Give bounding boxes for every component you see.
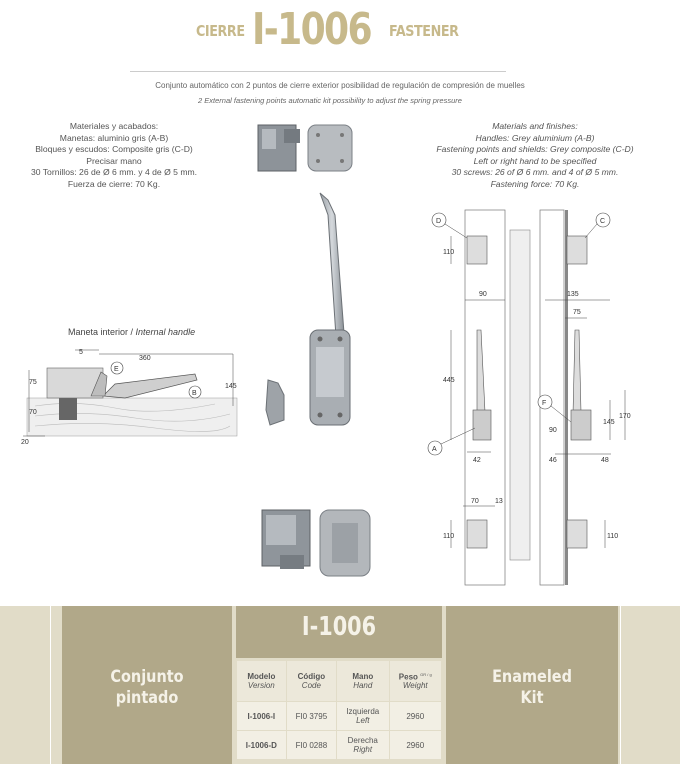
cell-model: I-1006-I: [237, 702, 287, 731]
painted-line: Conjunto: [110, 667, 184, 687]
dim-46: 46: [549, 457, 557, 464]
header-en: Hand: [353, 681, 373, 690]
spec-line: Fastening points and shields: Grey composite (C-D): [436, 144, 634, 155]
table-header-row: [237, 661, 442, 702]
dim-110-top: 110: [443, 249, 455, 256]
cell-weight: 2960: [389, 731, 442, 760]
dim-110-bottom-left: 110: [443, 533, 455, 540]
header-es: Código: [297, 672, 326, 681]
spec-line: Left or right hand to be specified: [473, 155, 597, 166]
dim-145: 145: [225, 383, 237, 390]
spec-line: Bloques y escudos: Composite gris (C-D): [35, 144, 193, 155]
dim-360: 360: [139, 355, 151, 362]
handle-label-en: Internal handle: [135, 327, 196, 337]
callout-e: E: [114, 366, 119, 373]
hand-es: Derecha: [347, 736, 378, 745]
callout-d: D: [436, 218, 442, 225]
dim-48: 48: [601, 457, 609, 464]
dim-90-left: 90: [479, 291, 487, 298]
cell-model: I-1006-D: [237, 731, 287, 760]
header-hand: [337, 661, 389, 702]
header-en: Version: [247, 681, 275, 690]
callout-a: A: [432, 446, 437, 453]
spec-line: 30 screws: 26 of Ø 6 mm. and 4 of Ø 5 mm.: [451, 167, 619, 178]
dim-42: 42: [473, 457, 481, 464]
enameled-line: Enameled: [492, 667, 572, 687]
cell-code: FI0 3795: [286, 702, 336, 731]
dim-5: 5: [79, 349, 83, 356]
dim-75: 75: [29, 379, 37, 386]
spec-english: [430, 121, 640, 191]
header-es: Mano: [352, 672, 374, 681]
table-row: [237, 702, 442, 731]
enameled-kit-label: [459, 667, 605, 709]
right-strip: [620, 606, 653, 764]
spec-line: Fuerza de cierre: 70 Kg.: [67, 178, 161, 189]
spec-spanish: [14, 121, 214, 191]
internal-handle-label: [68, 327, 195, 337]
header-en: Weight: [402, 681, 428, 691]
callout-b: B: [192, 390, 197, 397]
dim-135: 135: [567, 291, 579, 298]
callout-f: F: [542, 400, 547, 407]
header-es: Modelo: [247, 672, 276, 681]
title-right-word: FASTENER: [389, 22, 459, 40]
dim-110-bottom-right: 110: [607, 533, 619, 540]
header-es: Peso: [398, 672, 418, 682]
spec-line: Precisar mano: [86, 155, 142, 166]
technical-drawing: [415, 200, 645, 595]
spec-line: Handles: Grey aluminium (A-B): [475, 132, 595, 143]
title-left-word: CIERRE: [196, 22, 245, 40]
dim-445: 445: [443, 377, 455, 384]
enameled-line: Kit: [520, 688, 544, 708]
cell-weight: 2960: [389, 702, 442, 731]
spec-line: Fastening force: 70 Kg.: [490, 178, 580, 189]
painted-kit-label: [75, 667, 220, 709]
dim-20: 20: [21, 439, 29, 446]
spec-line: Manetas: aluminio gris (A-B): [59, 132, 169, 143]
spec-line: 30 Tornillos: 26 de Ø 6 mm. y 4 de Ø 5 mm.: [30, 167, 198, 178]
header-divider: [130, 71, 506, 72]
dim-170: 170: [619, 413, 631, 420]
callout-c: C: [600, 218, 606, 225]
weight-unit: GR / g: [420, 671, 432, 677]
product-illustration: [240, 115, 410, 595]
table-model-title: I-1006: [301, 612, 377, 642]
internal-handle-drawing: [15, 340, 245, 450]
left-strip: [18, 606, 51, 764]
header-en: Code: [301, 681, 321, 690]
cell-hand: [337, 702, 389, 731]
hand-es: Izquierda: [346, 707, 380, 716]
spec-line: Materiales y acabados:: [69, 121, 159, 131]
hand-en: Right: [353, 745, 373, 754]
subtitle-english: 2 External fastening points automatic kit possibility to adjust the spring pressure: [198, 96, 462, 105]
header-code: [286, 661, 336, 702]
cell-code: FI0 0288: [286, 731, 336, 760]
dim-145-right: 145: [603, 419, 615, 426]
product-model-title: I-1006: [252, 4, 371, 55]
cell-hand: [337, 731, 389, 760]
table-row: [237, 731, 442, 760]
dim-70-bottom: 70: [471, 498, 479, 505]
header-weight: [389, 661, 442, 702]
painted-line: pintado: [115, 688, 179, 708]
dim-70: 70: [29, 409, 37, 416]
specs-table: [236, 660, 442, 760]
hand-en: Left: [356, 716, 370, 725]
subtitle-spanish: Conjunto automático con 2 puntos de cierre exterior posibilidad de regulación de compresión de muelles: [155, 81, 525, 90]
spec-line: Materials and finishes:: [492, 121, 578, 131]
header-model: [237, 661, 287, 702]
dim-13: 13: [495, 498, 503, 505]
dim-75-right: 75: [573, 309, 581, 316]
dim-90-right: 90: [549, 427, 557, 434]
handle-label-es: Maneta interior /: [68, 327, 136, 337]
